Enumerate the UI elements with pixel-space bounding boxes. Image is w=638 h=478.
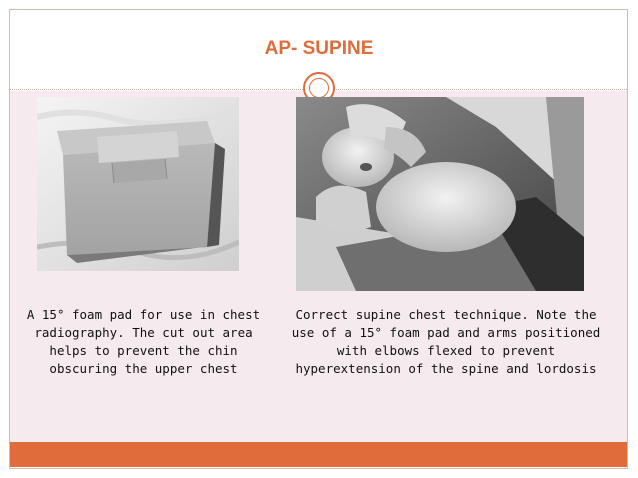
infant-supine-photo-graphic: [296, 97, 584, 291]
bottom-accent-bar: [10, 442, 627, 467]
slide-title: AP- SUPINE: [264, 38, 374, 59]
circle-ornament-inner: [309, 78, 329, 98]
supine-technique-caption: Correct supine chest technique. Note the use of a 15° foam pad and arms positioned with elbows flexed to prevent hyperextension of the spine and lordosis: [291, 307, 601, 376]
foam-pad-caption: A 15° foam pad for use in chest radiography. The cut out area helps to prevent the chin obscuring the upper chest: [26, 307, 261, 376]
foam-pad-photo: [37, 97, 239, 271]
infant-supine-photo: [296, 97, 584, 291]
foam-pad-photo-graphic: [37, 97, 239, 271]
